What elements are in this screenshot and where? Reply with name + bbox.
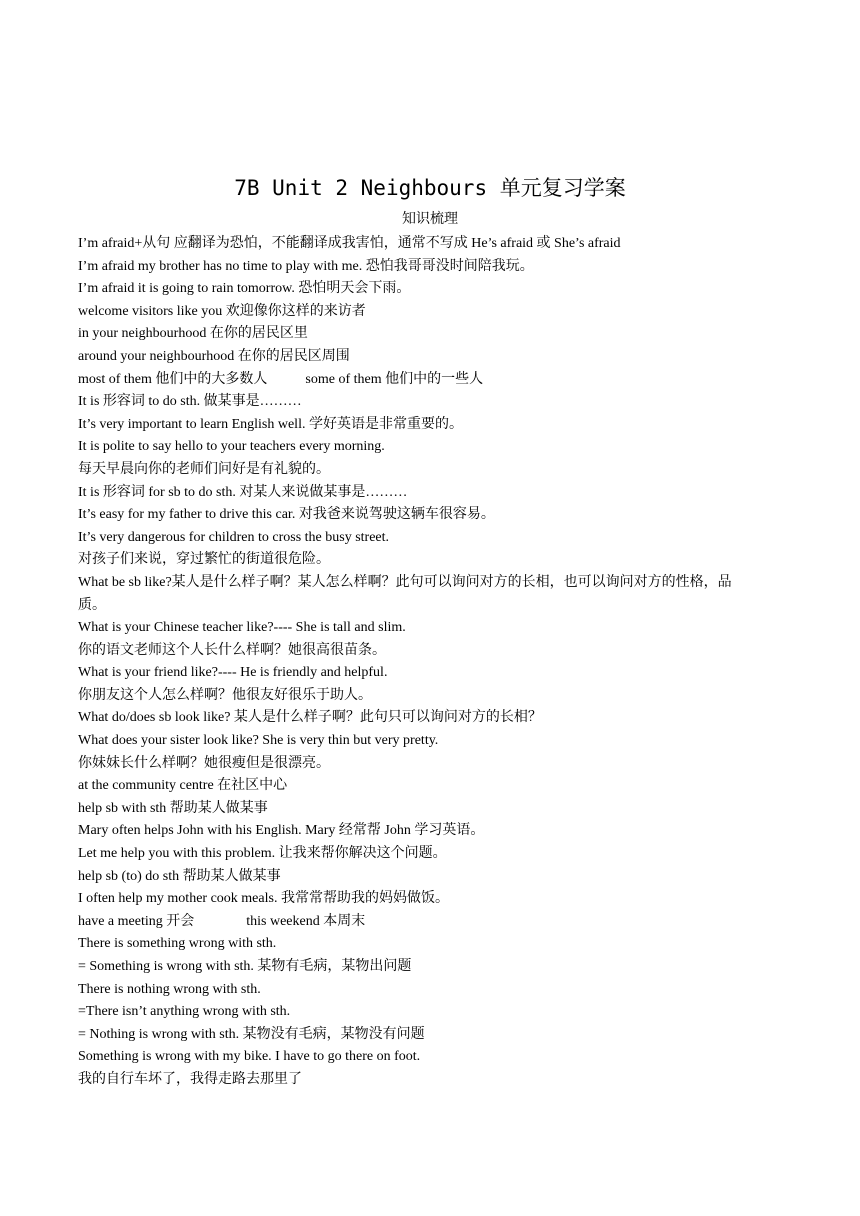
text-line-main: There is something wrong with sth. xyxy=(78,936,277,952)
text-line xyxy=(78,911,784,934)
text-line-main: It is 形容词 to do sth. 做某事是……… xyxy=(78,394,302,410)
text-line xyxy=(78,707,784,730)
text-line-main: What does your sister look like? She is very thin but very pretty. xyxy=(78,733,439,749)
text-line xyxy=(78,482,784,505)
text-line-main: I often help my mother cook meals. 我常常帮助我的妈妈做饭。 xyxy=(78,891,449,907)
text-line xyxy=(78,843,784,866)
text-line-main: It’s easy for my father to drive this car. 对我爸来说驾驶这辆车很容易。 xyxy=(78,507,495,523)
text-line xyxy=(78,662,784,685)
text-line xyxy=(78,956,784,979)
section-heading: 知识梳理 xyxy=(402,212,458,227)
text-line xyxy=(78,414,784,437)
text-line xyxy=(78,572,784,595)
text-line xyxy=(78,933,784,956)
text-line-main: 每天早晨向你的老师们问好是有礼貌的。 xyxy=(78,461,330,477)
text-line xyxy=(78,369,784,392)
text-line-main: =There isn’t anything wrong with sth. xyxy=(78,1004,291,1020)
text-line-main: What do/does sb look like? 某人是什么样子啊？此句只可以询问对方的长相？ xyxy=(78,710,542,726)
text-line-main: Something is wrong with my bike. I have to go there on foot. xyxy=(78,1049,421,1065)
text-line-main: 对孩子们来说，穿过繁忙的街道很危险。 xyxy=(78,552,330,568)
text-line xyxy=(78,1046,784,1069)
text-line-main: What be sb like?某人是什么样子啊？某人怎么样啊？此句可以询问对方的长相，也可以询问对方的性格，品 xyxy=(78,574,732,590)
text-line-main: at the community centre 在社区中心 xyxy=(78,778,288,794)
text-line-main: most of them 他们中的大多数人 xyxy=(78,371,268,387)
text-line-main: help sb with sth 帮助某人做某事 xyxy=(78,800,268,816)
text-line xyxy=(78,459,784,482)
text-line xyxy=(78,775,784,798)
text-line xyxy=(78,1024,784,1047)
text-line-main: 你朋友这个人怎么样啊？他很友好很乐于助人。 xyxy=(78,687,372,703)
text-line-main: = Nothing is wrong with sth. 某物没有毛病，某物没有问题 xyxy=(78,1026,425,1042)
text-line-main: 你妹妹长什么样啊？她很瘦但是很漂亮。 xyxy=(78,755,330,771)
text-line xyxy=(78,233,784,256)
text-line xyxy=(78,436,784,459)
text-line xyxy=(78,753,784,776)
text-line xyxy=(78,888,784,911)
text-line xyxy=(78,323,784,346)
text-line-main: It’s very dangerous for children to cross the busy street. xyxy=(78,529,390,545)
text-line xyxy=(78,346,784,369)
text-line xyxy=(78,301,784,324)
text-line xyxy=(78,1001,784,1024)
text-line xyxy=(78,504,784,527)
text-line xyxy=(78,798,784,821)
text-line-main: in your neighbourhood 在你的居民区里 xyxy=(78,326,308,342)
text-line-main: It is 形容词 for sb to do sth. 对某人来说做某事是……… xyxy=(78,484,408,500)
text-line-main: I’m afraid my brother has no time to play with me. 恐怕我哥哥没时间陪我玩。 xyxy=(78,258,534,274)
text-line-main: Let me help you with this problem. 让我来帮你解决这个问题。 xyxy=(78,846,447,862)
text-line xyxy=(78,685,784,708)
text-line-main: It is polite to say hello to your teachers every morning. xyxy=(78,439,385,455)
text-line xyxy=(78,820,784,843)
text-line-main: I’m afraid+从句 应翻译为恐怕，不能翻译成我害怕，通常不写成 He’s afraid 或 She’s afraid xyxy=(78,236,621,251)
text-line-main: It’s very important to learn English well. 学好英语是非常重要的。 xyxy=(78,416,463,432)
text-line-main: 我的自行车坏了，我得走路去那里了 xyxy=(78,1071,302,1087)
text-line-main: help sb (to) do sth 帮助某人做某事 xyxy=(78,868,281,884)
text-line-main: = Something is wrong with sth. 某物有毛病，某物出问题 xyxy=(78,959,412,974)
text-line xyxy=(78,256,784,279)
text-line xyxy=(78,278,784,301)
text-line xyxy=(78,549,784,572)
text-line xyxy=(78,866,784,889)
text-line xyxy=(78,391,784,414)
text-line xyxy=(78,640,784,663)
text-line xyxy=(78,979,784,1002)
text-line xyxy=(78,595,784,618)
text-line-main: around your neighbourhood 在你的居民区周围 xyxy=(78,348,350,364)
text-line-main: There is nothing wrong with sth. xyxy=(78,981,261,997)
text-line-main: I’m afraid it is going to rain tomorrow. 恐怕明天会下雨。 xyxy=(78,281,411,297)
text-line-main: 你的语文老师这个人长什么样啊？她很高很苗条。 xyxy=(78,642,386,658)
text-line-main: Mary often helps John with his English. Mary 经常帮 John 学习英语。 xyxy=(78,823,485,839)
text-line xyxy=(78,617,784,640)
text-line-main: welcome visitors like you 欢迎像你这样的来访者 xyxy=(78,303,366,319)
page-title: 7B Unit 2 Neighbours 单元复习学案 xyxy=(234,176,626,200)
document-body xyxy=(78,233,784,1092)
text-line xyxy=(78,730,784,753)
text-line-extra: some of them 他们中的一些人 xyxy=(305,371,484,387)
text-line-main: 质。 xyxy=(78,597,106,613)
text-line xyxy=(78,527,784,550)
text-line-main: What is your Chinese teacher like?---- She is tall and slim. xyxy=(78,620,406,636)
text-line-main: What is your friend like?---- He is friendly and helpful. xyxy=(78,665,388,681)
text-line xyxy=(78,1069,784,1092)
text-line-extra: this weekend 本周末 xyxy=(246,913,366,929)
text-line-main: have a meeting 开会 xyxy=(78,913,195,929)
